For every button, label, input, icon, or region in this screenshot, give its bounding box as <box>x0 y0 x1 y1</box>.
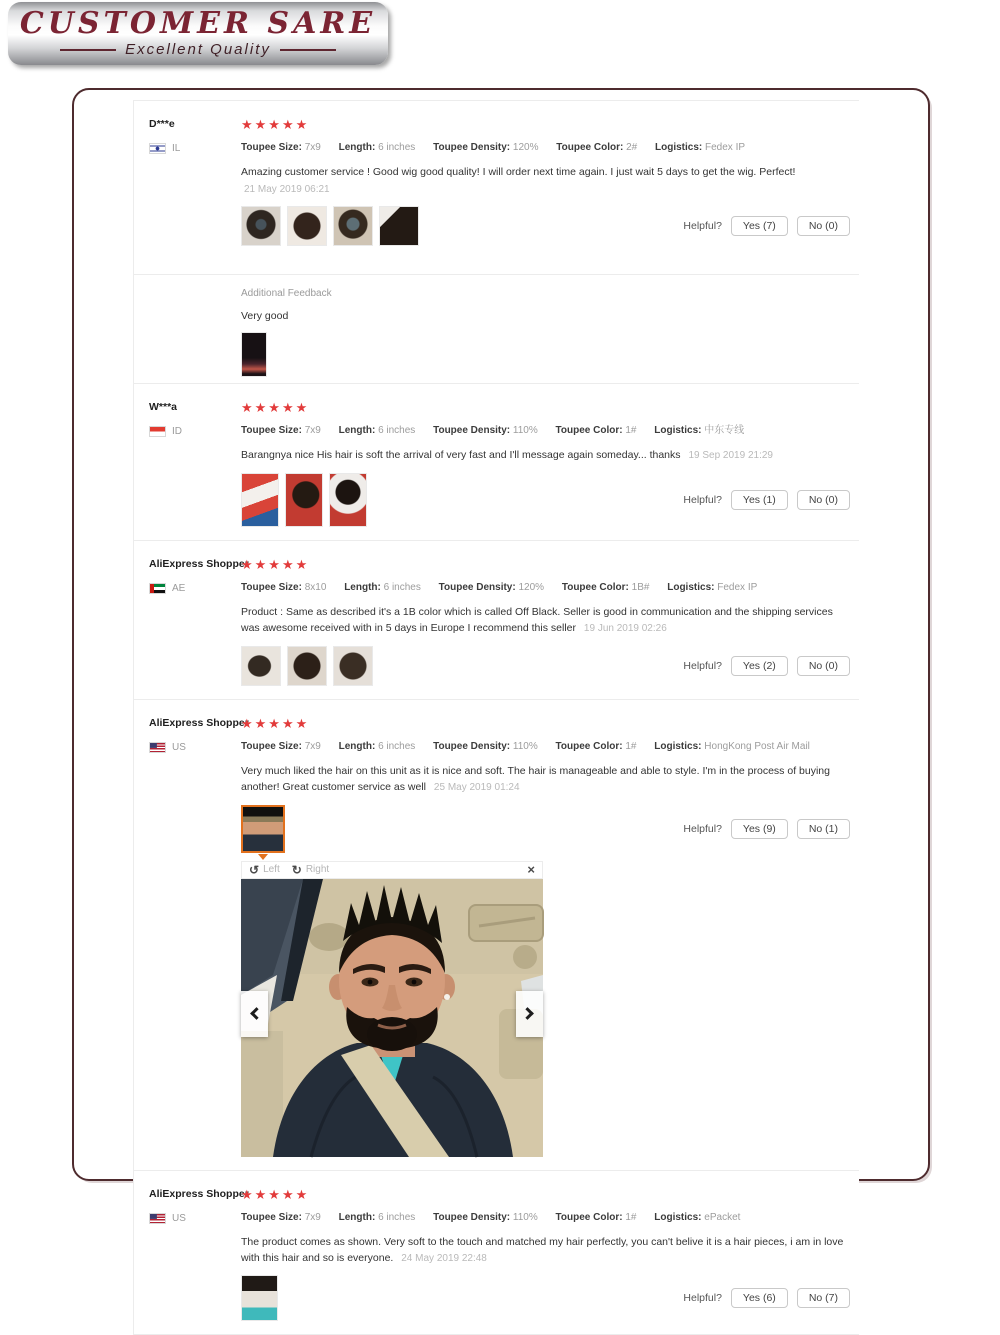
review-photo-thumbnail[interactable] <box>241 206 281 246</box>
attr-logistics-value: 中东专线 <box>704 425 745 437</box>
review-item-1 <box>134 101 859 384</box>
rotate-right-button[interactable]: Right <box>305 864 330 876</box>
additional-feedback-text: Very good <box>241 310 289 323</box>
review-item-3 <box>134 541 859 700</box>
chevron-left-icon <box>250 1007 263 1020</box>
banner-subtitle: Excellent Quality <box>125 41 271 58</box>
review-item-2 <box>134 384 859 541</box>
attr-density-label: Toupee Density: <box>433 425 511 437</box>
review-attributes <box>241 1211 850 1225</box>
star-rating: ★★★★★ <box>241 117 310 132</box>
review-item-5 <box>134 1171 859 1335</box>
israel-flag-icon <box>149 143 166 154</box>
review-attributes <box>241 740 850 754</box>
reviewer-name: AliExpress Shopper <box>149 558 249 571</box>
reviewer-name: AliExpress Shopper <box>149 1187 249 1200</box>
country-code: US <box>172 741 186 753</box>
attr-size-label: Toupee Size: <box>241 425 302 437</box>
attr-length-label: Length: <box>338 1211 376 1223</box>
attr-density-value: 110% <box>512 1211 538 1223</box>
attr-color-value: 2# <box>626 142 638 154</box>
attr-logistics-value: ePacket <box>704 1211 741 1223</box>
attr-size-label: Toupee Size: <box>241 1211 302 1223</box>
review-text-content: Very much liked the hair on this unit as it is nice and soft. The hair is manageable and able to style. I'm in the process of buying another! Great customer service as well <box>241 765 830 793</box>
rotate-right-icon[interactable]: ↻ <box>291 862 302 877</box>
review-text-content: Barangnya nice His hair is soft the arrival of very fast and I'll message again someday... thanks <box>241 449 681 462</box>
review-text <box>241 605 850 637</box>
banner-title: CUSTOMER SARE <box>19 6 377 41</box>
helpful-label: Helpful? <box>683 494 722 507</box>
review-text <box>241 1235 850 1267</box>
attr-color-label: Toupee Color: <box>555 741 623 753</box>
attr-size-label: Toupee Size: <box>241 741 302 753</box>
review-date: 21 May 2019 06:21 <box>244 184 330 196</box>
reviewer-name: AliExpress Shopper <box>149 716 249 729</box>
uae-flag-icon <box>149 583 166 594</box>
attr-size-value: 7x9 <box>304 741 321 753</box>
review-photo-thumbnail[interactable] <box>329 473 367 527</box>
review-photo-thumbnail[interactable] <box>333 646 373 686</box>
usa-flag-icon <box>149 1213 166 1224</box>
helpful-yes-button[interactable]: Yes (1) <box>731 490 788 510</box>
attr-size-label: Toupee Size: <box>241 142 302 154</box>
attr-length-value: 6 inches <box>378 142 416 154</box>
attr-color-label: Toupee Color: <box>561 582 629 594</box>
viewer-photo <box>241 879 543 1157</box>
attr-logistics-label: Logistics: <box>654 1211 702 1223</box>
review-text <box>241 764 850 796</box>
attr-color-value: 1# <box>625 425 637 437</box>
helpful-no-button[interactable]: No (0) <box>797 490 850 510</box>
review-attributes <box>241 141 850 155</box>
helpful-label: Helpful? <box>683 1292 722 1305</box>
next-photo-button[interactable] <box>516 991 543 1037</box>
reviews-card <box>72 88 930 1305</box>
banner-dash-right <box>280 49 336 51</box>
review-1-reviewer <box>149 118 241 246</box>
helpful-yes-button[interactable]: Yes (6) <box>731 1288 788 1308</box>
attr-color-label: Toupee Color: <box>555 1211 623 1223</box>
additional-feedback-label: Additional Feedback <box>241 288 332 300</box>
attr-color-value: 1B# <box>631 582 650 594</box>
attr-density-value: 120% <box>518 582 545 594</box>
reviewer-name: W***a <box>149 401 178 414</box>
attr-size-value: 7x9 <box>304 1211 321 1223</box>
usa-flag-icon <box>149 742 166 753</box>
review-photo-thumbnail[interactable] <box>287 646 327 686</box>
country-code: ID <box>172 426 182 438</box>
attr-length-label: Length: <box>338 142 376 154</box>
customer-care-banner <box>8 2 388 65</box>
attr-color-label: Toupee Color: <box>556 142 624 154</box>
star-rating: ★★★★★ <box>241 1186 310 1202</box>
review-photo-thumbnail-selected[interactable] <box>241 805 285 853</box>
review-photo-thumbnail[interactable] <box>241 646 281 686</box>
photo-viewer <box>241 861 543 1157</box>
review-photo-thumbnail[interactable] <box>285 473 323 527</box>
attr-logistics-label: Logistics: <box>655 142 703 154</box>
selfie-photo-illustration <box>241 879 543 1157</box>
review-photo-thumbnail[interactable] <box>241 473 279 527</box>
review-photo-thumbnails <box>241 646 373 686</box>
helpful-yes-button[interactable]: Yes (9) <box>731 819 788 839</box>
additional-feedback-section <box>134 274 859 383</box>
indonesia-flag-icon <box>149 426 166 437</box>
helpful-no-button[interactable]: No (0) <box>797 656 850 676</box>
review-date: 24 May 2019 22:48 <box>401 1252 487 1264</box>
review-photo-thumbnails <box>241 473 367 527</box>
helpful-label: Helpful? <box>683 822 722 835</box>
country-code: IL <box>172 143 181 154</box>
attr-logistics-label: Logistics: <box>667 582 715 594</box>
selected-thumbnail-pointer <box>258 854 268 860</box>
attr-length-label: Length: <box>338 741 376 753</box>
attr-color-value: 1# <box>625 1211 637 1223</box>
prev-photo-button[interactable] <box>241 991 268 1037</box>
attr-length-value: 6 inches <box>378 741 416 753</box>
helpful-no-button[interactable]: No (0) <box>797 216 850 236</box>
star-rating: ★★★★★ <box>241 715 310 731</box>
attr-logistics-label: Logistics: <box>654 425 702 437</box>
review-text <box>241 448 850 464</box>
attr-size-label: Toupee Size: <box>241 582 302 594</box>
helpful-yes-button[interactable]: Yes (2) <box>731 656 788 676</box>
attr-color-value: 1# <box>625 741 637 753</box>
review-list <box>133 100 859 1335</box>
helpful-label: Helpful? <box>683 659 722 672</box>
banner-subtitle-row <box>8 41 388 58</box>
star-rating: ★★★★★ <box>241 400 310 416</box>
helpful-yes-button[interactable]: Yes (7) <box>731 216 788 236</box>
attr-length-value: 6 inches <box>378 1211 416 1223</box>
additional-feedback-photo-thumbnail[interactable] <box>241 332 267 377</box>
attr-density-value: 110% <box>512 741 538 753</box>
review-attributes <box>241 424 850 438</box>
attr-size-value: 7x9 <box>304 425 321 437</box>
country-code: AE <box>172 583 186 595</box>
attr-density-label: Toupee Density: <box>438 582 516 594</box>
country-code: US <box>172 1212 186 1224</box>
review-photo-thumbnails <box>241 805 285 853</box>
rotate-left-icon[interactable]: ↺ <box>249 862 260 877</box>
review-text-content: Amazing customer service ! Good wig good quality! I will order next time again. I just wait 5 days to get the wig. Perfect! <box>241 166 796 179</box>
review-photo-thumbnails <box>241 1275 278 1321</box>
attr-size-value: 7x9 <box>304 142 321 154</box>
attr-logistics-label: Logistics: <box>654 741 702 753</box>
attr-density-label: Toupee Density: <box>433 1211 511 1223</box>
close-viewer-icon[interactable]: × <box>527 862 535 878</box>
review-item-4 <box>134 700 859 1171</box>
review-photo-thumbnail[interactable] <box>241 1275 278 1321</box>
attr-size-value: 8x10 <box>304 582 327 594</box>
attr-logistics-value: HongKong Post Air Mail <box>704 741 810 753</box>
review-date: 25 May 2019 01:24 <box>433 781 520 793</box>
review-date: 19 Sep 2019 21:29 <box>688 450 773 462</box>
helpful-label: Helpful? <box>683 220 722 233</box>
rotate-left-button[interactable]: Left <box>263 864 280 876</box>
review-text-content: The product comes as shown. Very soft to the touch and matched my hair perfectly, you can't belive it is a hair pieces, i am in love with this hair and so is everyone. <box>241 1235 844 1264</box>
attr-density-label: Toupee Density: <box>433 142 511 154</box>
reviewer-name: D***e <box>149 118 175 130</box>
review-photo-thumbnail[interactable] <box>287 206 327 246</box>
attr-length-label: Length: <box>338 425 376 437</box>
review-photo-thumbnails <box>241 206 419 246</box>
attr-density-label: Toupee Density: <box>433 741 511 753</box>
review-photo-thumbnail[interactable] <box>333 206 373 246</box>
attr-color-label: Toupee Color: <box>555 425 623 437</box>
attr-density-value: 110% <box>512 425 538 437</box>
star-rating: ★★★★★ <box>241 557 310 573</box>
review-photo-thumbnail[interactable] <box>379 206 419 246</box>
review-attributes <box>241 581 850 595</box>
helpful-no-button[interactable]: No (1) <box>797 819 850 839</box>
attr-length-label: Length: <box>344 582 381 594</box>
attr-logistics-value: Fedex IP <box>705 142 746 154</box>
photo-viewer-toolbar <box>241 861 543 879</box>
review-date: 19 Jun 2019 02:26 <box>583 623 667 635</box>
banner-dash-left <box>60 49 116 51</box>
chevron-right-icon <box>521 1007 534 1020</box>
review-text <box>241 165 850 197</box>
helpful-no-button[interactable]: No (7) <box>797 1288 850 1308</box>
attr-logistics-value: Fedex IP <box>717 582 758 594</box>
attr-length-value: 6 inches <box>378 425 416 437</box>
attr-density-value: 120% <box>512 142 539 154</box>
review-1-main <box>134 101 859 259</box>
review-text-content: Product : Same as described it's a 1B color which is called Off Black. Seller is good in communication and the shipping services was awesome received with in 5 days in Europe I recommend this seller <box>241 606 833 635</box>
attr-length-value: 6 inches <box>383 582 421 594</box>
